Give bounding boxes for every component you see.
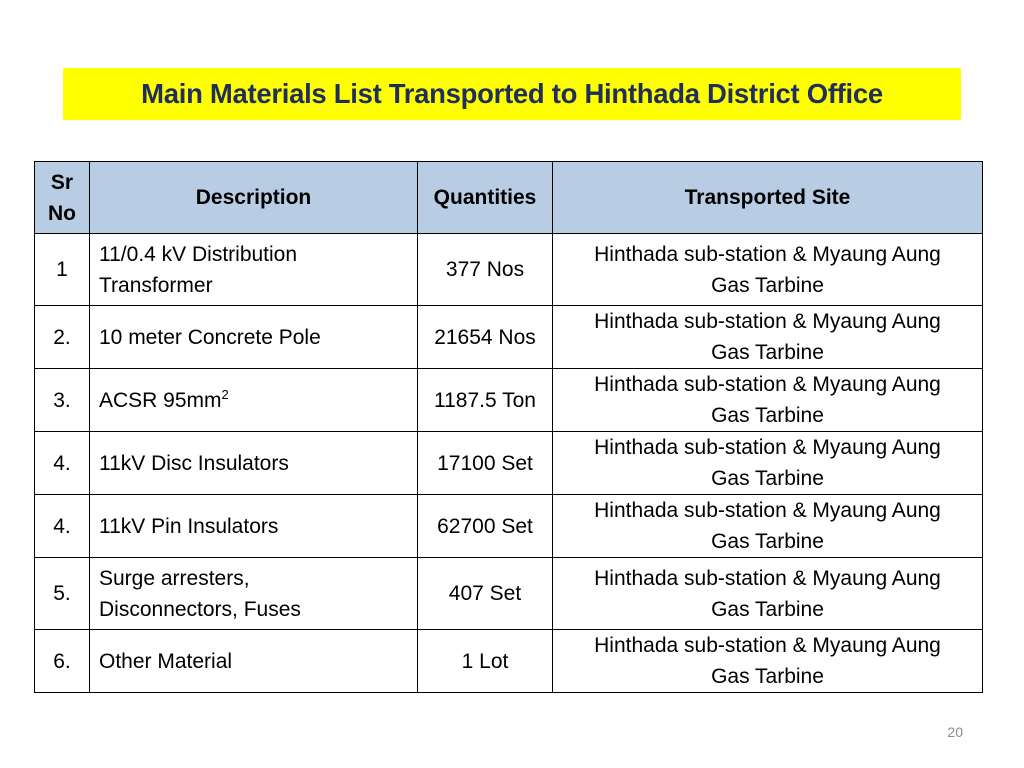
header-description: Description <box>90 162 418 234</box>
cell-transported-site: Hinthada sub-station & Myaung Aung Gas Tarbine <box>553 306 983 369</box>
table-row <box>35 630 983 693</box>
cell-quantity: 377 Nos <box>418 234 553 306</box>
cell-sr-no: 5. <box>35 558 90 630</box>
cell-transported-site: Hinthada sub-station & Myaung Aung Gas Tarbine <box>553 630 983 693</box>
table-row <box>35 234 983 306</box>
cell-sr-no: 2. <box>35 306 90 369</box>
cell-transported-site: Hinthada sub-station & Myaung Aung Gas Tarbine <box>553 558 983 630</box>
header-quantities: Quantities <box>418 162 553 234</box>
table-header-row <box>35 162 983 234</box>
cell-description: Surge arresters, Disconnectors, Fuses <box>90 558 418 630</box>
cell-quantity: 21654 Nos <box>418 306 553 369</box>
table-row <box>35 432 983 495</box>
cell-description: 10 meter Concrete Pole <box>90 306 418 369</box>
table-row <box>35 306 983 369</box>
cell-description: ACSR $95mm^2$ <box>90 369 418 432</box>
cell-description: Other Material <box>90 630 418 693</box>
cell-sr-no: 6. <box>35 630 90 693</box>
cell-description: 11kV Pin Insulators <box>90 495 418 558</box>
cell-quantity: 17100 Set <box>418 432 553 495</box>
cell-sr-no: 3. <box>35 369 90 432</box>
header-sr-no: Sr No <box>35 162 90 234</box>
cell-sr-no: 4. <box>35 495 90 558</box>
cell-transported-site: Hinthada sub-station & Myaung Aung Gas Tarbine <box>553 432 983 495</box>
cell-quantity: 62700 Set <box>418 495 553 558</box>
table-row <box>35 558 983 630</box>
materials-table <box>34 161 983 693</box>
cell-transported-site: Hinthada sub-station & Myaung Aung Gas Tarbine <box>553 369 983 432</box>
cell-quantity: 1 Lot <box>418 630 553 693</box>
cell-transported-site: Hinthada sub-station & Myaung Aung Gas Tarbine <box>553 495 983 558</box>
table-row <box>35 495 983 558</box>
cell-quantity: 407 Set <box>418 558 553 630</box>
cell-transported-site: Hinthada sub-station & Myaung Aung Gas Tarbine <box>553 234 983 306</box>
slide-title: Main Materials List Transported to Hinthada District Office <box>141 78 883 109</box>
page-number: 20 <box>947 724 963 740</box>
cell-quantity: 1187.5 Ton <box>418 369 553 432</box>
title-banner <box>63 68 961 120</box>
superscript-squared: 2 <box>221 386 229 402</box>
cell-description: 11kV Disc Insulators <box>90 432 418 495</box>
header-transported-site: Transported Site <box>553 162 983 234</box>
cell-sr-no: 1 <box>35 234 90 306</box>
table-row <box>35 369 983 432</box>
cell-description: 11/0.4 kV Distribution Transformer <box>90 234 418 306</box>
cell-sr-no: 4. <box>35 432 90 495</box>
